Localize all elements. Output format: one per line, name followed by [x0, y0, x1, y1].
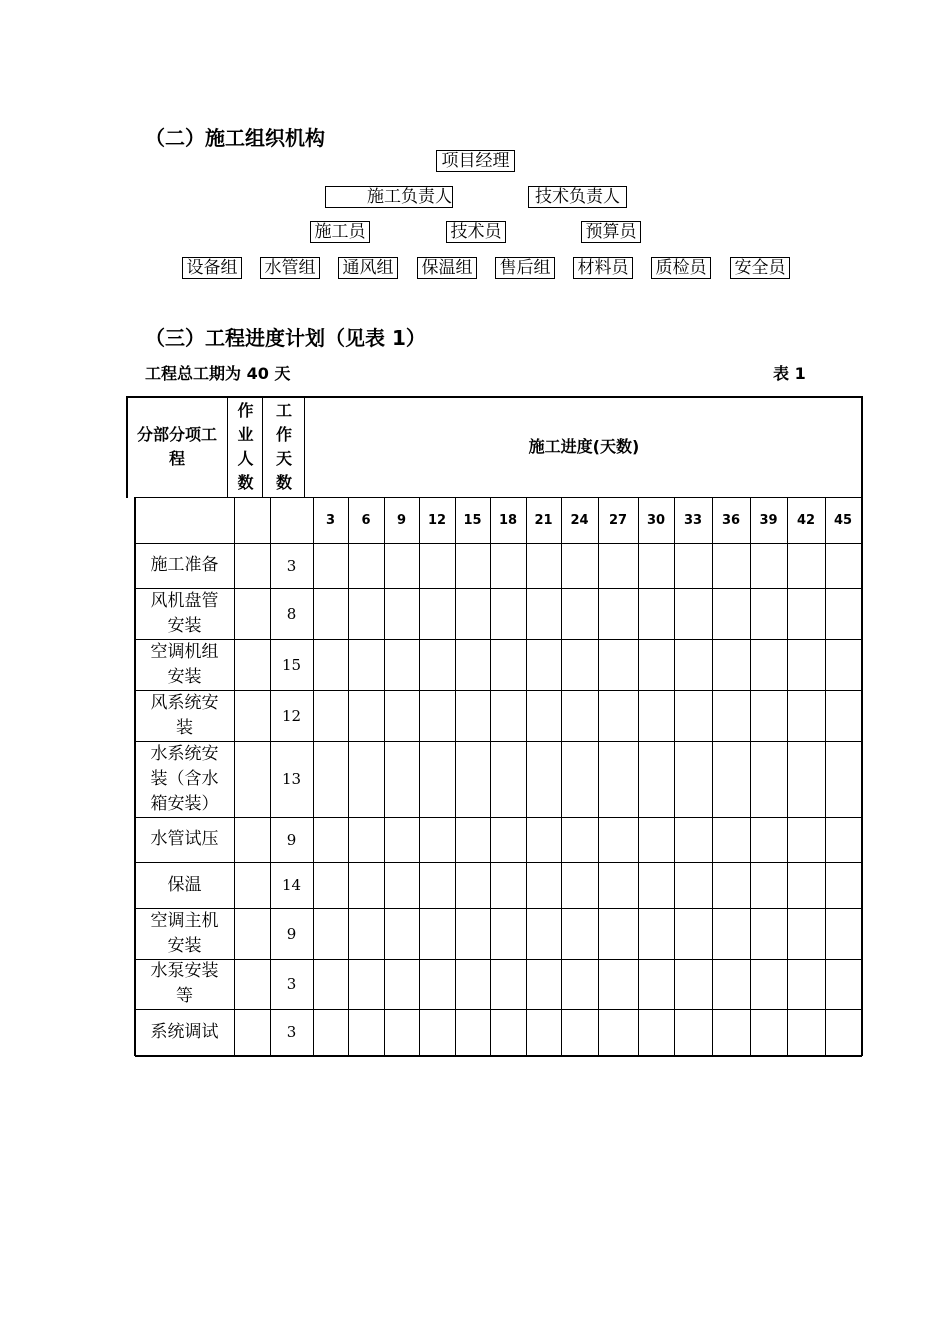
row-days: 15: [281, 655, 302, 674]
org-team: 设备组: [182, 257, 242, 279]
tick-label: 45: [833, 512, 853, 528]
divider: [638, 497, 639, 1055]
divider: [313, 497, 314, 1055]
table-top-border: [126, 396, 862, 398]
header-item: 分部分项工程: [136, 425, 217, 468]
divider: [304, 396, 305, 498]
tick-label: 30: [646, 512, 666, 528]
row-days: 3: [286, 1023, 297, 1041]
row-workers: [234, 741, 270, 817]
tick-label: 39: [759, 512, 778, 528]
org-team: 水管组: [260, 257, 320, 279]
row-name: 空调主机安装: [150, 910, 219, 956]
divider: [712, 497, 713, 1055]
row-days: 3: [286, 975, 297, 993]
org-estimator: 预算员: [581, 221, 641, 243]
row-name: 保温: [167, 874, 202, 895]
tick-label: 27: [608, 512, 628, 528]
tick-label: 15: [463, 512, 482, 528]
header-workers: 作业人数: [237, 401, 254, 492]
row-days: 13: [281, 770, 302, 788]
row-name: 系统调试: [150, 1021, 219, 1042]
row-name: 水系统安装（含水箱安装）: [150, 743, 219, 814]
tick-label: 18: [498, 512, 518, 528]
row-name: 施工准备: [150, 555, 219, 575]
divider: [227, 396, 228, 498]
tick-label: 36: [721, 512, 741, 528]
org-team: 保温组: [417, 257, 477, 279]
tick-label: 42: [796, 512, 816, 528]
row-name: 空调机组安装: [150, 641, 219, 687]
row-workers: [234, 588, 270, 639]
tick-label: 6: [361, 512, 371, 528]
row-days: 12: [281, 706, 302, 725]
divider: [787, 497, 788, 1055]
section2-title: （二）施工组织机构: [145, 126, 325, 150]
row-days: 8: [286, 604, 297, 623]
row-workers: [234, 1009, 270, 1055]
row-name: 风机盘管安装: [150, 590, 219, 636]
row-workers: [234, 639, 270, 690]
org-team: 通风组: [338, 257, 398, 279]
row-workers: [234, 543, 270, 588]
row-days: 9: [286, 924, 297, 943]
divider: [674, 497, 675, 1055]
org-manager: 项目经理: [436, 150, 515, 172]
tick-label: 21: [534, 512, 553, 528]
divider: [384, 497, 385, 1055]
divider: [561, 497, 562, 1055]
row-name: 水泵安装等: [150, 961, 219, 1006]
row-days: 3: [286, 556, 297, 575]
org-technician: 技术员: [446, 221, 506, 243]
section3-title: （三）工程进度计划（见表 1）: [145, 326, 426, 350]
row-workers: [234, 959, 270, 1009]
divider: [598, 497, 599, 1055]
divider: [526, 497, 527, 1055]
header-days: 工作天数: [275, 401, 292, 492]
org-technical-lead: 技术负责人: [528, 186, 627, 208]
row-days: 14: [281, 876, 302, 894]
table-ref: 表 1: [773, 364, 806, 383]
duration-note: 工程总工期为 40 天: [145, 364, 291, 383]
row-name: 水管试压: [150, 829, 219, 849]
org-team: 安全员: [730, 257, 790, 279]
divider: [455, 497, 456, 1055]
org-team: 售后组: [495, 257, 555, 279]
tick-label: 3: [325, 512, 336, 528]
divider: [750, 497, 751, 1055]
row-workers: [234, 908, 270, 959]
divider: [490, 497, 491, 1055]
row-days: 9: [286, 830, 297, 849]
divider: [419, 497, 420, 1055]
row-workers: [234, 690, 270, 741]
table-bottom-border: [135, 1055, 862, 1057]
tick-label: 33: [683, 512, 703, 528]
divider: [348, 497, 349, 1055]
header-progress: 施工进度(天数): [528, 437, 640, 456]
row-workers: [234, 817, 270, 862]
org-team: 材料员: [573, 257, 633, 279]
org-constructor: 施工员: [310, 221, 370, 243]
org-construction-lead: 施工负责人: [325, 186, 453, 208]
row-name: 风系统安装: [150, 692, 219, 738]
tick-label: 12: [427, 512, 447, 528]
tick-label: 9: [396, 512, 407, 528]
divider: [825, 497, 826, 1055]
row-workers: [234, 862, 270, 908]
org-team: 质检员: [651, 257, 711, 279]
table-right-border: [861, 396, 863, 1056]
table-left-border: [126, 396, 128, 498]
tick-label: 24: [570, 512, 589, 528]
divider: [262, 396, 263, 498]
